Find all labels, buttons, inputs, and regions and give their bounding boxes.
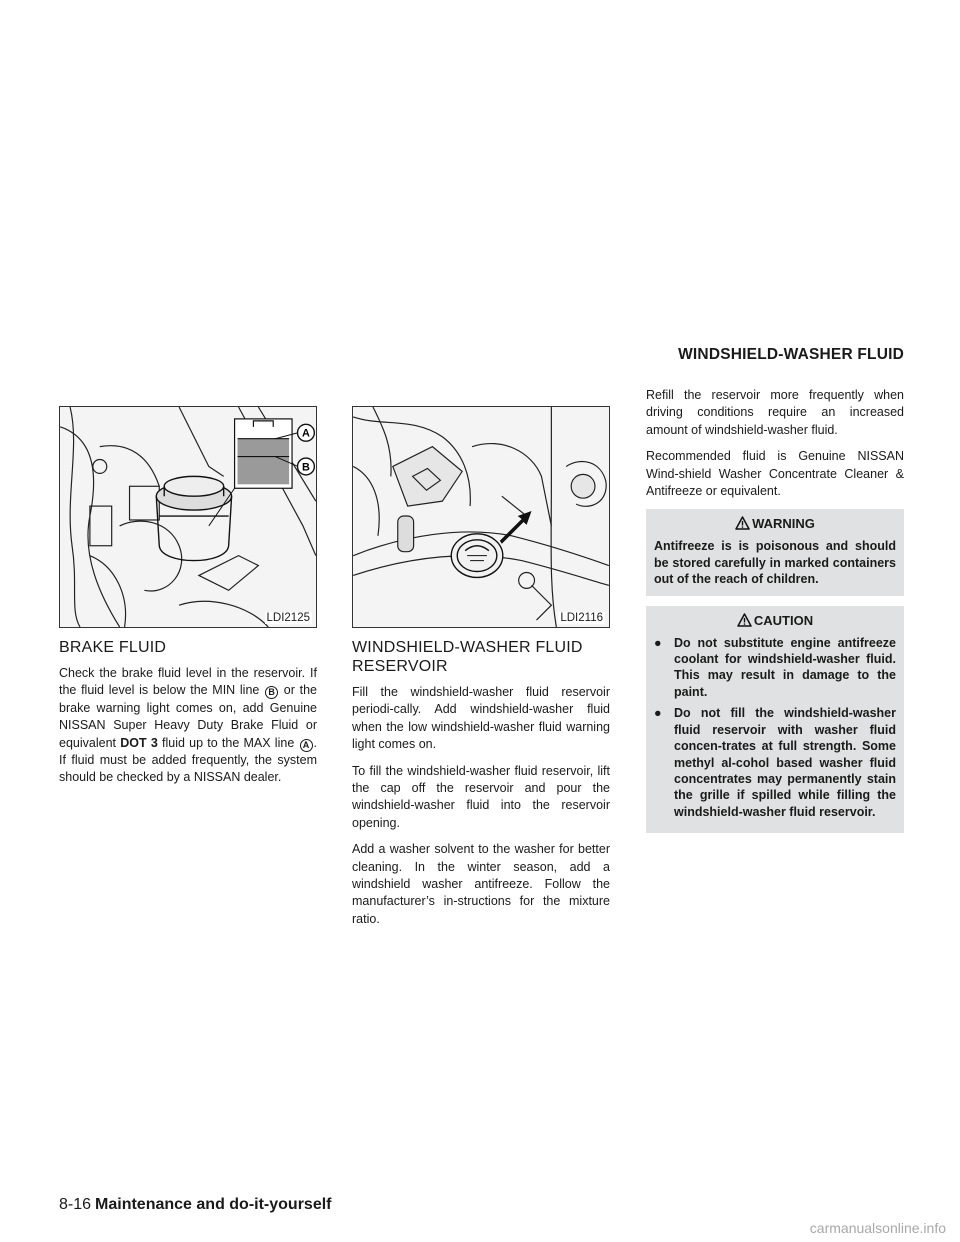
brake-fluid-paragraph xyxy=(59,665,317,787)
circle-b-icon: B xyxy=(265,686,278,699)
bullet-icon: ● xyxy=(654,706,662,721)
section-header: WINDSHIELD-WASHER FLUID xyxy=(678,346,904,363)
warning-box xyxy=(646,509,904,595)
washer-paragraph-4: Refill the reservoir more frequently when driving conditions require an increased amount of windshield-washer fluid. xyxy=(646,388,904,437)
caution-title-text: CAUTION xyxy=(753,612,814,628)
washer-paragraph-2: To fill the windshield-washer fluid reservoir, lift the cap off the reservoir and pour the windshield-washer fluid into the reservoir opening. xyxy=(352,763,610,830)
brake-fluid-heading: BRAKE FLUID xyxy=(59,639,167,656)
brake-fluid-figure xyxy=(59,406,317,628)
warning-title xyxy=(654,516,896,532)
source-url: carmanualsonline.info xyxy=(809,1220,946,1236)
circle-a-icon: A xyxy=(300,739,313,752)
washer-reservoir-illustration xyxy=(353,407,609,627)
warning-title-text: WARNING xyxy=(752,516,815,532)
washer-reservoir-figure xyxy=(352,406,610,628)
page-number: 8-16 xyxy=(59,1196,92,1213)
figure-label-a: A xyxy=(301,427,310,440)
caution-title xyxy=(654,613,896,629)
brake-text-1: Check the brake fluid level in the reservoir. If the fluid level is below the MIN line xyxy=(59,666,317,698)
chapter-title: Maintenance and do-it-yourself xyxy=(95,1196,332,1213)
caution-triangle-icon xyxy=(737,613,752,627)
washer-reservoir-heading: WINDSHIELD-WASHER FLUID RESERVOIR xyxy=(352,639,583,675)
caution-item-text: Do not substitute engine antifreeze coolant for windshield-washer fluid. This may result in damage to the paint. xyxy=(674,635,896,699)
dot-3-label: DOT 3 xyxy=(120,735,158,750)
washer-paragraph-1: Fill the windshield-washer fluid reservoir periodi-cally. Add windshield-washer fluid when the low windshield-washer fluid warning light comes on. xyxy=(352,685,610,752)
washer-paragraph-5: Recommended fluid is Genuine NISSAN Wind-shield Washer Concentrate Cleaner & Antifreeze or equivalent. xyxy=(646,449,904,499)
caution-list xyxy=(654,635,896,820)
figure-label-b: B xyxy=(301,461,310,474)
bullet-icon: ● xyxy=(654,635,662,650)
page-footer xyxy=(59,1196,332,1214)
warning-triangle-icon xyxy=(735,516,750,530)
caution-item xyxy=(654,705,896,820)
brake-text-4: . If fluid must be added frequently, the system should be checked by a NISSAN dealer. xyxy=(59,735,317,785)
brake-text-2: or the brake warning light comes on, add Genuine NISSAN Super Heavy Duty Brake Fluid or equivalent xyxy=(59,683,317,750)
brake-text-3: fluid up to the MAX line xyxy=(162,735,295,750)
brake-fluid-illustration xyxy=(60,407,316,627)
caution-item-text: Do not fill the windshield-washer fluid reservoir with washer fluid concen-trates at full strength. Some methyl al-cohol based washer fluid concentrates may permanently stain the grille if spilled while filling the windshield-washer fluid reservoir. xyxy=(674,706,896,819)
caution-box xyxy=(646,606,904,833)
washer-fluid-column xyxy=(646,387,904,833)
caution-item xyxy=(654,635,896,701)
figure-id: LDI2125 xyxy=(266,612,310,624)
washer-reservoir-column xyxy=(352,406,610,937)
warning-text: Antifreeze is is poisonous and should be stored carefully in marked containers out of the reach of children. xyxy=(654,539,896,587)
brake-fluid-column xyxy=(59,406,317,796)
washer-paragraph-3: Add a washer solvent to the washer for better cleaning. In the winter season, add a windshield washer antifreeze. Follow the manufacturer’s in-structions for the mixture ratio. xyxy=(352,842,610,926)
figure-id: LDI2116 xyxy=(560,612,603,624)
